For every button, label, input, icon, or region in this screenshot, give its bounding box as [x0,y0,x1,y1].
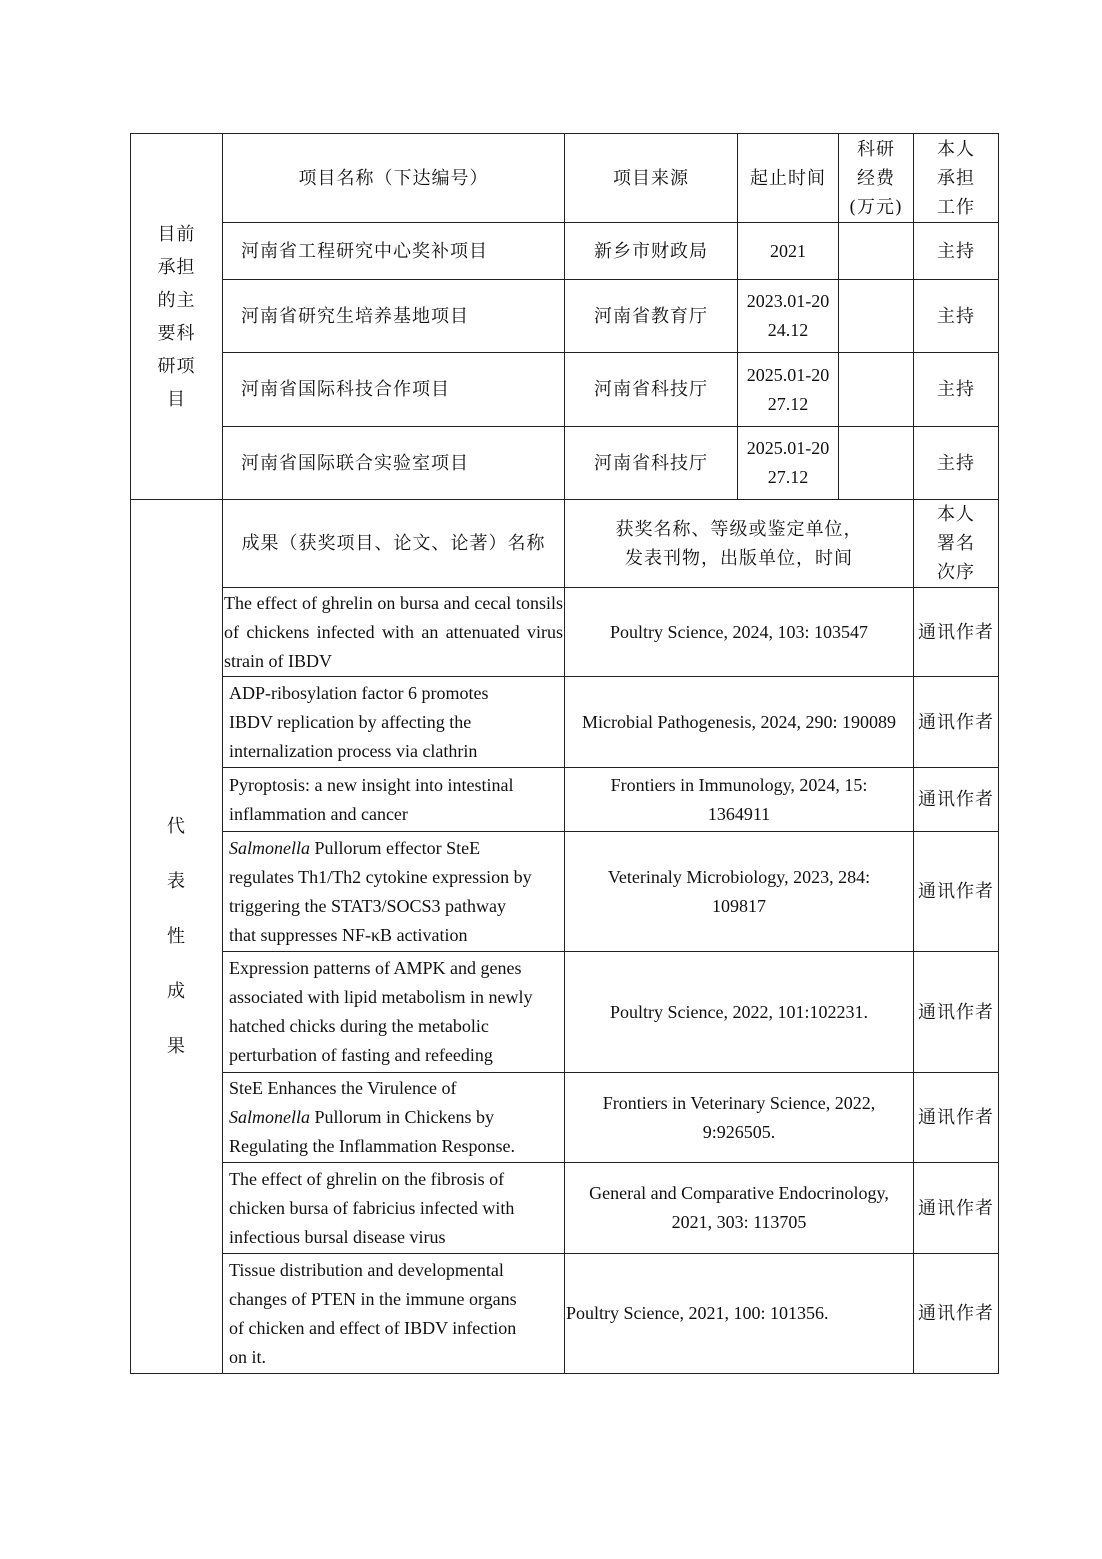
achievement-row [131,588,999,677]
projects-side-label: 目前 承担 的主 要科 研项 目 [131,134,223,500]
achievement-title: Expression patterns of AMPK and genes associated with lipid metabolism in newly hatched chicks during the metabolic perturbation of fasting and refeeding [223,952,565,1073]
header-author-order: 本人 署名 次序 [914,500,999,588]
header-funding: 科研 经费 (万元) [839,134,914,223]
achievement-publication: Poultry Science, 2024, 103: 103547 [565,588,914,677]
achievement-publication: Frontiers in Veterinary Science, 2022, 9:926505. [565,1073,914,1163]
project-source: 河南省教育厅 [565,280,738,353]
achievement-author-order: 通讯作者 [914,952,999,1073]
header-project-name: 项目名称（下达编号） [223,134,565,223]
achievement-title: The effect of ghrelin on the fibrosis of chicken bursa of fabricius infected with infectious bursal disease virus [223,1163,565,1254]
projects-header-row [131,134,999,223]
achievement-author-order: 通讯作者 [914,1163,999,1254]
achievement-title: Tissue distribution and developmental changes of PTEN in the immune organs of chicken and effect of IBDV infection on it. [223,1254,565,1374]
project-role: 主持 [914,280,999,353]
achievement-publication: Microbial Pathogenesis, 2024, 290: 190089 [565,677,914,768]
project-source: 河南省科技厅 [565,353,738,427]
achievement-title: The effect of ghrelin on bursa and cecal tonsils of chickens infected with an attenuated virus strain of IBDV [223,588,565,677]
achievement-row [131,1073,999,1163]
achievement-publication: Frontiers in Immunology, 2024, 15: 1364911 [565,768,914,832]
achievement-row [131,832,999,952]
achievements-side-label: 代 表 性 成 果 [131,500,223,1374]
achievement-row [131,1254,999,1374]
project-role: 主持 [914,223,999,280]
project-row [131,223,999,280]
project-name: 河南省研究生培养基地项目 [223,280,565,353]
achievement-author-order: 通讯作者 [914,1254,999,1374]
project-role: 主持 [914,427,999,500]
achievement-author-order: 通讯作者 [914,832,999,952]
achievement-author-order: 通讯作者 [914,677,999,768]
research-table [130,133,999,1374]
project-period: 2023.01-20 24.12 [738,280,839,353]
header-publication: 获奖名称、等级或鉴定单位， 发表刊物，出版单位，时间 [565,500,914,588]
project-source: 新乡市财政局 [565,223,738,280]
achievement-author-order: 通讯作者 [914,588,999,677]
project-period: 2025.01-20 27.12 [738,353,839,427]
project-name: 河南省国际联合实验室项目 [223,427,565,500]
project-period: 2021 [738,223,839,280]
project-row [131,353,999,427]
project-name: 河南省国际科技合作项目 [223,353,565,427]
header-achievement-name: 成果（获奖项目、论文、论著）名称 [223,500,565,588]
project-funding [839,280,914,353]
project-row [131,280,999,353]
achievement-publication: General and Comparative Endocrinology, 2021, 303: 113705 [565,1163,914,1254]
achievement-row [131,952,999,1073]
project-funding [839,427,914,500]
project-name: 河南省工程研究中心奖补项目 [223,223,565,280]
achievement-title: Pyroptosis: a new insight into intestinal inflammation and cancer [223,768,565,832]
achievement-author-order: 通讯作者 [914,768,999,832]
header-period: 起止时间 [738,134,839,223]
project-period: 2025.01-20 27.12 [738,427,839,500]
achievement-publication: Poultry Science, 2021, 100: 101356. [565,1254,914,1374]
project-funding [839,223,914,280]
achievement-title: Salmonella Pullorum effector SteE regulates Th1/Th2 cytokine expression by triggering the STAT3/SOCS3 pathway that suppresses NF-κB activation [223,832,565,952]
achievement-author-order: 通讯作者 [914,1073,999,1163]
achievement-row [131,677,999,768]
header-project-source: 项目来源 [565,134,738,223]
project-role: 主持 [914,353,999,427]
achievement-title: SteE Enhances the Virulence of Salmonella Pullorum in Chickens by Regulating the Inflammation Response. [223,1073,565,1163]
project-funding [839,353,914,427]
achievement-publication: Veterinaly Microbiology, 2023, 284: 109817 [565,832,914,952]
achievement-row [131,768,999,832]
header-role: 本人 承担 工作 [914,134,999,223]
achievements-header-row [131,500,999,588]
project-source: 河南省科技厅 [565,427,738,500]
achievement-row [131,1163,999,1254]
project-row [131,427,999,500]
achievement-title: ADP-ribosylation factor 6 promotes IBDV replication by affecting the internalization process via clathrin [223,677,565,768]
achievement-publication: Poultry Science, 2022, 101:102231. [565,952,914,1073]
